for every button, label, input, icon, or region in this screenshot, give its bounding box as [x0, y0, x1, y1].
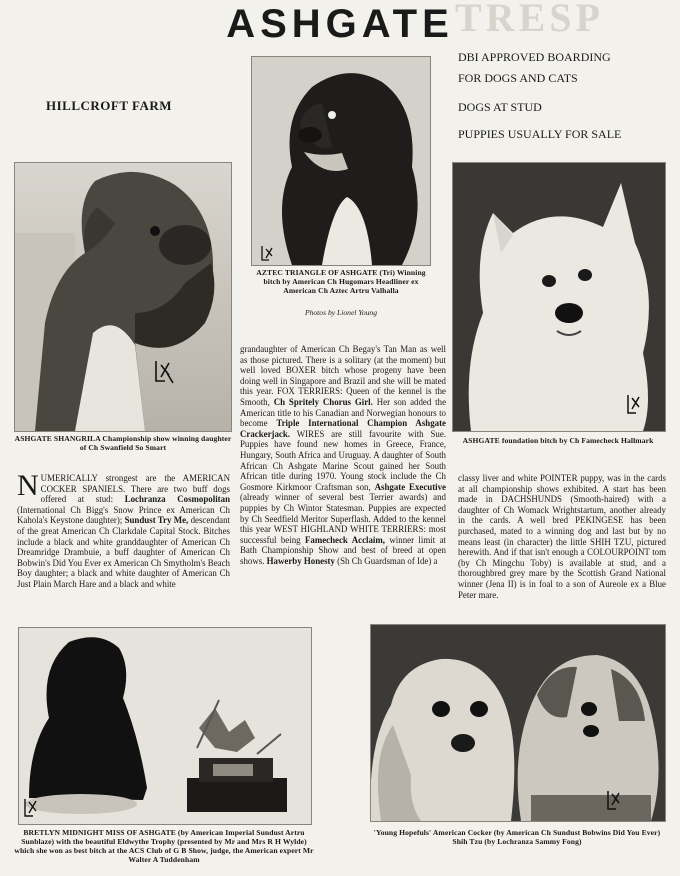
article-column-3	[458, 473, 666, 600]
bold-name: Sundust Try Me,	[124, 515, 189, 526]
service-stud: DOGS AT STUD	[458, 100, 542, 114]
photographer-monogram-icon	[605, 789, 625, 813]
shangrila-caption: ASHGATE SHANGRILA Championship show winning daughter of Ch Swanfield So Smart	[14, 434, 232, 452]
text-run: grandaughter of American Ch Begay's Tan Man as well as those pictured. There is a solitary (at the moment) but well loved BOXER bitch whose progeny have been doing well in Singapore and Brazil and she will be mated this year. FOX TERRIERS: Queen of the kennel is the Smooth,	[240, 344, 446, 407]
bold-name: Ch Spritely Chorus Girl.	[273, 396, 373, 407]
bretlyn-caption: BRETLYN MIDNIGHT MISS OF ASHGATE (by American Imperial Sundust Artru Sunblaze) with the beautiful Eldwythe Trophy (presented by Mr and Mrs R H Wylde) which she won as best bitch at the ACS Club of G B Show, judge, the American expert Mr Walter A Tuddenham	[14, 828, 314, 864]
boxer-photo	[14, 162, 232, 432]
text-run: Her son added the American title to his Canadian and Norwegian honours to become	[240, 396, 447, 429]
photographer-monogram-icon	[23, 798, 41, 820]
aztec-cocker-photo	[251, 56, 431, 266]
text-run: classy liver and white POINTER puppy, was in the cards at all championship shows exhibited. A start has been made in DACHSHUNDS (Smooth-haired) with a daughter of Ch Womack Wrightstartum, another already in the cards. A well bred PEKINGESE has been purchased, mated to a winning dog and last but by no means least (in character) the little SHIH TZU, pictured herewith. And if that isn't enough a COLOURPOINT tom (by Ch Mingchu Toby) is available at stud, and a thoroughbred grey mare by the Scottish Grand National winner (Jena II) is in foal to a son of Aureole ex a Blue Peter mare.	[458, 473, 666, 600]
text-run: descendant of the great American Ch Clarkdale Capital Stock. Bitches include a black and white granddaughter of American Ch Dreamridge Drambuie, a buff daughter of American Ch Bobwin's Did You Ever ex American Ch Smytholm's Beach Boy daughter; a black and white daughter of American Ch Just Plain March Hare and a black and white	[17, 515, 230, 589]
photo-credit: Photos by Lionel Young	[304, 308, 378, 317]
westie-photo	[452, 162, 666, 432]
article-column-1	[17, 469, 231, 590]
photographer-monogram-icon	[260, 245, 276, 263]
text-run: (International Ch Bigg's Snow Prince ex American Ch Kahola's Keystone daughter);	[17, 504, 230, 526]
page-title: ASHGATE	[226, 2, 454, 46]
article-text	[458, 473, 666, 600]
article-column-2	[240, 344, 446, 566]
foundation-caption: ASHGATE foundation bitch by Ch Famecheck Hallmark	[462, 436, 654, 445]
photographer-monogram-icon	[153, 359, 175, 385]
bold-name: Hawerby Honesty	[266, 555, 335, 566]
text-run: winner limit at Bath Championship Show and best of breed at open shows.	[240, 534, 446, 566]
young-hopefuls-caption: 'Young Hopefuls' American Cocker (by American Ch Sundust Bobwins Did You Ever) Shih Tzu (by Lochranza Sammy Fong)	[373, 828, 661, 846]
farm-name: HILLCROFT FARM	[46, 98, 173, 113]
text-run: WIRES are still favourite with Sue. Puppies have found new homes in Greece, France, Hungary, South Africa and Uruguay. A daughter of South African Ch Ashgate Marine Scout gained her South African title during 1970. Young stock include the Ch Gosmore Kirkmoor Craftsman son,	[240, 428, 446, 492]
service-boarding: DBI APPROVED BOARDING	[458, 50, 611, 64]
drop-cap: N	[17, 469, 39, 502]
text-run: UMERICALLY strongest are the AMERICAN COCKER SPANIELS. There are two buff dogs offered at stud:	[40, 473, 230, 505]
service-puppies: PUPPIES USUALLY FOR SALE	[458, 127, 622, 141]
bretlyn-trophy-photo	[18, 627, 312, 825]
services-list	[458, 50, 621, 142]
young-hopefuls-photo	[370, 624, 666, 822]
bold-name: Ashgate Executive	[374, 481, 446, 492]
show-through-text: TRESP	[455, 0, 604, 40]
aztec-caption: AZTEC TRIANGLE OF ASHGATE (Tri) Winning bitch by American Ch Hugomars Headliner ex American Ch Aztec Artru Valhalla	[256, 268, 426, 295]
article-text	[17, 469, 231, 589]
bold-name: Triple International Champion Ashgate Crackerjack.	[240, 418, 446, 439]
text-run: (already winner of several best Terrier awards) and puppies by Ch Wintor Statesman. Puppies are expected by Ch Seedfield Meritor Superflash. Added to the kennel this year WEST HIGHLAND WHITE TERRIERS: most successful being	[240, 492, 446, 545]
service-animals: FOR DOGS AND CATS	[458, 71, 578, 85]
article-text	[240, 344, 446, 566]
text-run: (Sh Ch Guardsman of Ide) a	[334, 555, 438, 566]
bold-name: Lochranza Cosmopolitan	[124, 494, 231, 505]
bold-name: Famecheck Acclaim,	[304, 534, 386, 545]
photographer-monogram-icon	[625, 393, 645, 417]
